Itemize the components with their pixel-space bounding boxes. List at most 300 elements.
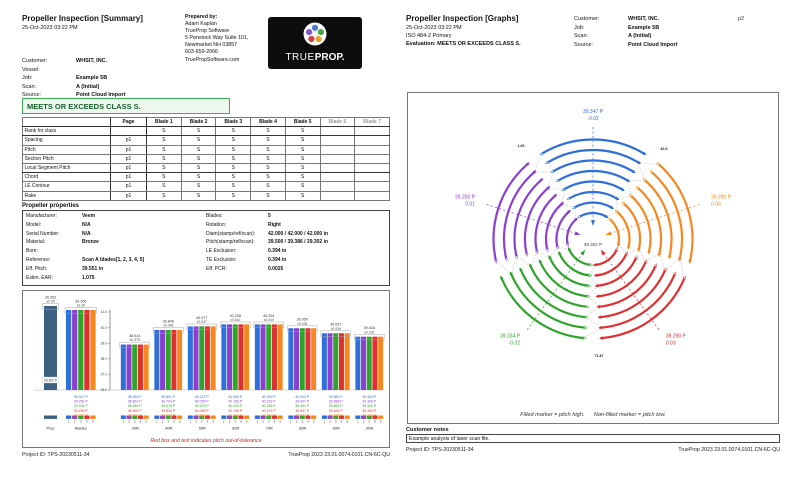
blade-number-tick: 4 — [139, 419, 142, 424]
pitch-bar-chart-panel — [22, 290, 390, 448]
radial-pitch-chart — [408, 93, 778, 405]
blade-number-tick: 4 — [374, 419, 376, 424]
blade-angle-label: 1.06 — [517, 144, 525, 148]
prepared-by-heading: Prepared by: — [185, 14, 218, 20]
info-value: WHSIT, INC. — [628, 16, 660, 22]
table-header-row — [23, 118, 390, 127]
class-rating-cell: S — [216, 154, 251, 163]
prepared-by-lines — [185, 21, 277, 64]
blade-value-label: 39.585 P — [328, 399, 343, 404]
info-label: Customer: — [574, 16, 600, 22]
filled-pitch-marker — [668, 256, 671, 259]
column-header: Blade 1 — [147, 118, 182, 127]
class-rating-cell: S — [181, 154, 216, 163]
blade-bar — [132, 345, 137, 390]
blade-value-label: 39.947 P — [295, 408, 310, 413]
blade-bar — [138, 345, 143, 390]
property-row — [206, 266, 386, 275]
blade-number-tick: 1 — [156, 419, 158, 424]
blade-bar — [266, 324, 271, 390]
blade-value-label: 39.834 P — [161, 408, 176, 413]
blade-bar — [227, 324, 232, 390]
legend-swatch — [177, 416, 182, 419]
blade-bar — [238, 324, 243, 390]
criterion-name-cell: Section Pitch — [23, 154, 111, 163]
class-rating-cell: S — [285, 163, 320, 172]
page-title: Propeller Inspection [Summary] — [22, 14, 143, 23]
group-name-label: Blades — [74, 426, 87, 431]
blade-pitch-label: 39.250 P — [455, 194, 476, 201]
blade-bar — [194, 326, 199, 390]
property-row — [26, 231, 206, 240]
table-row — [23, 182, 390, 191]
graphs-header — [406, 14, 521, 47]
info-row — [22, 67, 182, 76]
group-name-label: .70R — [264, 426, 273, 431]
property-label: Eff. PCR: — [206, 265, 227, 272]
class-rating-cell: S — [147, 173, 182, 182]
blade-bar — [72, 310, 77, 390]
table-row — [23, 127, 390, 136]
blade-deviation-label: 0.01 — [465, 201, 476, 208]
class-rating-cell: S — [147, 191, 182, 200]
blade-value-label: 40.196 P — [228, 413, 243, 418]
blade-value-label: 39.878 P — [161, 404, 176, 409]
filled-pitch-marker — [648, 251, 651, 254]
info-label: Source: — [22, 92, 41, 99]
legend-swatch — [288, 416, 293, 419]
class-rating-cell: S — [285, 173, 320, 182]
property-value: 1.075 — [82, 274, 95, 281]
class-rating-cell — [355, 173, 390, 182]
property-row — [206, 213, 386, 222]
class-rating-cell: S — [147, 127, 182, 136]
blade-bar — [121, 345, 126, 390]
blade-value-label: 40.192 P — [261, 408, 276, 413]
group-name-label: .95R — [365, 426, 374, 431]
blade-bar — [199, 326, 204, 390]
blade-value-label: 39.669 P — [328, 404, 343, 409]
page-ref-cell — [111, 127, 147, 136]
blade-number-tick: 3 — [133, 419, 136, 424]
open-pitch-marker — [589, 274, 592, 277]
class-rating-cell: S — [285, 136, 320, 145]
blade-number-tick: 1 — [323, 419, 326, 424]
class-rating-cell: S — [216, 127, 251, 136]
class-status-banner: MEETS OR EXCEEDS CLASS S. — [22, 98, 230, 114]
group-mean-label: 39.418 — [363, 326, 375, 331]
blade-number-tick: 5 — [92, 419, 94, 424]
pitch-bar-chart — [24, 292, 388, 438]
group-name-label: .50R — [197, 426, 206, 431]
property-label: Eff. Pitch: — [26, 265, 48, 272]
class-rating-cell: S — [147, 154, 182, 163]
class-rating-cell: S — [181, 127, 216, 136]
table-row — [23, 136, 390, 145]
blade-deviation-label: -0.02 — [587, 116, 599, 122]
blade-bar — [160, 330, 165, 390]
property-value: Bronze — [82, 239, 99, 246]
blade-number-tick: 5 — [212, 419, 214, 424]
blade-number-tick: 5 — [346, 419, 348, 424]
blade-number-tick: 2 — [161, 419, 164, 424]
blade-number-tick: 2 — [73, 419, 76, 424]
filled-pitch-marker — [627, 246, 630, 249]
info-value: Example 5B — [76, 75, 108, 82]
property-value: Right — [268, 221, 281, 228]
open-pitch-marker — [588, 284, 591, 287]
blade-bar — [355, 337, 360, 390]
page-ref-cell: p1 — [111, 145, 147, 154]
table-row — [23, 145, 390, 154]
property-value: 5 — [268, 213, 271, 219]
info-value: A (Initial) — [76, 83, 100, 90]
blade-bar — [205, 326, 210, 390]
y-axis-tick-label: 39.0 — [100, 341, 107, 346]
y-axis-tick-label: 40.0 — [100, 325, 107, 330]
blade-value-label: 40.109 P — [194, 404, 209, 409]
page2-footer — [406, 447, 780, 453]
blade-bar — [244, 324, 249, 390]
blade-bar — [278, 324, 283, 390]
graphs-page — [406, 14, 780, 466]
property-label: Blades: — [206, 213, 223, 219]
blade-bar — [378, 337, 383, 390]
trueprop-logo — [268, 17, 362, 74]
blade-number-tick: 2 — [262, 419, 264, 424]
group-mean-label: 39.306 — [75, 299, 87, 304]
page1-footer — [22, 452, 390, 458]
info-label: Scan: — [574, 33, 589, 40]
blade-bar — [311, 328, 316, 390]
blade-number-tick: 4 — [273, 419, 276, 424]
report-datetime: 25-Oct-2023 03:22 PM — [22, 25, 78, 31]
class-rating-cell — [355, 136, 390, 145]
class-rating-cell — [320, 136, 355, 145]
info-label: Scan: — [22, 83, 37, 90]
class-rating-cell — [320, 182, 355, 191]
blade-number-tick: 2 — [128, 419, 130, 424]
class-rating-cell — [355, 182, 390, 191]
blade-value-label: 38.959 P — [127, 395, 142, 399]
blade-number-tick: 4 — [340, 419, 343, 424]
info-value: Point Cloud Import — [76, 92, 126, 99]
property-row — [206, 248, 386, 257]
legend-swatch — [144, 416, 149, 419]
page-ref-cell: p1 — [111, 136, 147, 145]
legend-swatch — [154, 416, 159, 419]
class-rating-cell: S — [251, 136, 286, 145]
class-rating-cell: S — [181, 173, 216, 182]
blade-bar — [90, 310, 95, 390]
blade-number-tick: 2 — [228, 419, 231, 424]
blade-value-label: 39.406 P — [362, 413, 377, 418]
class-rating-cell: S — [181, 182, 216, 191]
column-header — [23, 118, 111, 127]
blade-bar — [84, 310, 89, 390]
filled-pitch-marker — [593, 263, 596, 266]
customer-notes-heading: Customer notes — [406, 427, 449, 433]
blade-number-tick: 3 — [368, 419, 371, 424]
filled-pitch-marker — [596, 295, 599, 298]
info-row — [22, 75, 182, 84]
customer-info-block — [22, 58, 182, 101]
column-header: Blade 4 — [251, 118, 286, 127]
open-pitch-marker — [525, 253, 528, 256]
property-value: 0.394 in — [268, 256, 287, 263]
filled-pitch-marker — [638, 248, 641, 251]
blade-number-tick: 2 — [362, 419, 365, 424]
property-row — [206, 257, 386, 266]
legend-swatch — [345, 416, 350, 419]
blade-arrowhead — [580, 250, 585, 256]
page-ref-cell: p1 — [111, 173, 147, 182]
legend-swatch — [244, 416, 249, 419]
group-name-label: .60R — [231, 426, 240, 431]
blade-number-tick: 2 — [295, 419, 298, 424]
info-row — [574, 42, 724, 51]
class-rating-cell: S — [285, 191, 320, 200]
blade-bar — [328, 333, 333, 390]
blade-value-label: 40.122 P — [194, 395, 209, 399]
criterion-name-cell: Rank for class — [23, 127, 111, 136]
group-tolerance-label: ±0.375 — [129, 338, 140, 343]
blade-bar — [345, 333, 350, 390]
column-header: Blade 2 — [181, 118, 216, 127]
info-value: WHSIT, INC. — [76, 58, 108, 64]
y-axis-tick-label: 37.0 — [100, 372, 107, 377]
blade-bar — [154, 330, 159, 390]
svg-text:TRUEPROP. — [285, 52, 344, 63]
blade-bar — [233, 324, 238, 390]
column-header: Blade 5 — [285, 118, 320, 127]
blade-number-tick: 5 — [279, 419, 281, 424]
property-label: Manufacturer: — [26, 213, 57, 219]
group-mean-label: 40.208 — [229, 313, 241, 318]
class-rating-cell: S — [285, 127, 320, 136]
filled-pitch-marker — [595, 284, 598, 287]
blade-value-label: 39.794 P — [161, 399, 176, 404]
property-label: Serial Number: — [26, 230, 60, 237]
property-label: Estim. EAR: — [26, 274, 53, 281]
property-row — [26, 257, 206, 266]
blade-pitch-label: 39.290 P — [710, 194, 731, 201]
blade-number-tick: 1 — [122, 419, 125, 424]
table-row — [23, 191, 390, 200]
class-rating-cell — [320, 191, 355, 200]
class-rating-cell — [320, 154, 355, 163]
blade-bar — [294, 328, 299, 390]
blade-value-label: 39.625 P — [328, 408, 343, 413]
group-tolerance-label: ±0.59 — [46, 299, 55, 304]
blade-value-label: 38.862 P — [127, 399, 142, 404]
group-mean-label: 39.846 — [162, 319, 174, 324]
customer-info-block — [574, 16, 724, 50]
property-label: Material: — [26, 239, 46, 246]
info-value: Example 5B — [628, 24, 660, 31]
blade-value-label: 40.065 P — [194, 408, 209, 413]
legend-swatch — [355, 416, 360, 419]
blade-value-label: 38.946 P — [127, 404, 142, 409]
group-mean-label: 40.077 — [196, 315, 208, 320]
blade-value-label: 39.947 P — [295, 413, 310, 418]
legend-swatch — [322, 416, 327, 419]
property-row — [206, 239, 386, 248]
column-header: Blade 7 — [355, 118, 390, 127]
criterion-name-cell: Rake — [23, 191, 111, 200]
filled-pitch-marker — [689, 260, 692, 263]
blade-value-label: 39.250 P — [73, 399, 88, 404]
class-rating-cell: S — [285, 145, 320, 154]
blade-number-tick: 3 — [234, 419, 237, 424]
group-mean-label: 39.302 — [44, 295, 57, 300]
marker-legend-caption: Filled marker = pitch high. Non-filled marker = pitch low. — [520, 412, 666, 418]
blade-number-tick: 5 — [178, 419, 181, 424]
open-pitch-marker — [584, 326, 587, 329]
blade-value-label: 39.334 P — [73, 404, 88, 409]
blade-bar — [78, 310, 83, 390]
criterion-name-cell: Pitch — [23, 145, 111, 154]
blade-value-label: 40.240 P — [228, 404, 243, 409]
blade-angle-label: 82.0 — [660, 147, 668, 151]
group-name-label: Prop — [46, 426, 55, 431]
trueprop-logo-image — [268, 17, 362, 69]
blade-value-label: 39.625 P — [328, 413, 343, 418]
blade-value-label: 40.152 P — [261, 399, 276, 404]
prop-value-label: 39.302 P — [43, 378, 58, 383]
group-tolerance-label: ±0.036 — [297, 321, 308, 326]
group-mean-label: 38.914 — [129, 333, 141, 338]
class-rating-cell: S — [181, 145, 216, 154]
info-label: Job: — [22, 75, 33, 82]
software-version: TrueProp 2023 23.01.0074.0101.CN-6C-QU — [678, 447, 780, 453]
blade-bar — [177, 330, 182, 390]
blade-value-label: 39.290 P — [73, 413, 88, 418]
customer-notes-box: Example analysis of laser scan file. — [406, 434, 780, 443]
y-axis-tick-label: 36.0 — [100, 388, 107, 393]
prepared-by-line: 5 Penstock Way Suite 101, — [185, 35, 249, 42]
legend-swatch — [378, 416, 383, 419]
class-rating-cell: S — [285, 182, 320, 191]
blade-value-label: 39.834 P — [161, 413, 176, 418]
open-pitch-marker — [566, 244, 569, 247]
property-value: Scan A blades[1, 2, 3, 4, 5] — [82, 256, 145, 263]
evaluation-line: Evaluation: MEETS OR EXCEEDS CLASS S. — [406, 41, 521, 47]
property-row — [206, 231, 386, 240]
group-name-label: .90R — [331, 426, 340, 431]
blade-number-tick: 4 — [86, 419, 88, 424]
info-label: Job: — [574, 24, 585, 31]
blade-bar — [171, 330, 176, 390]
blade-bar — [144, 345, 149, 390]
class-rating-cell — [355, 163, 390, 172]
blade-value-label: 40.236 P — [261, 404, 276, 409]
blade-value-label: 40.025 P — [194, 399, 209, 404]
blade-bar — [188, 326, 193, 390]
page-number: p2 — [738, 16, 745, 22]
open-pitch-marker — [585, 316, 588, 319]
class-rating-cell — [320, 127, 355, 136]
class-rating-cell — [320, 163, 355, 172]
page-title: Propeller Inspection [Graphs] — [406, 14, 519, 23]
class-rating-cell: S — [251, 191, 286, 200]
blade-value-label: 40.156 P — [228, 399, 243, 404]
info-label: Vessel: — [22, 66, 40, 73]
blade-number-tick: 2 — [195, 419, 197, 424]
blade-number-tick: 1 — [357, 419, 359, 424]
property-value: N/A — [82, 221, 91, 228]
blade-value-label: 39.907 P — [295, 399, 310, 404]
project-id: Project ID: TPS-20230511-34 — [22, 452, 90, 458]
blade-number-tick: 1 — [223, 419, 225, 424]
group-mean-label: 39.637 — [330, 322, 342, 327]
properties-heading: Propeller properties — [22, 203, 80, 209]
legend-swatch — [211, 416, 216, 419]
page-ref-cell: p1 — [111, 191, 147, 200]
blade-bar — [221, 324, 226, 390]
blade-bar — [272, 324, 277, 390]
legend-swatch — [188, 416, 193, 419]
blade-value-label: 39.406 P — [362, 408, 377, 413]
open-pitch-marker — [586, 305, 589, 308]
blade-number-tick: 5 — [379, 419, 382, 424]
class-rating-cell — [355, 191, 390, 200]
info-row — [574, 33, 724, 42]
class-rating-cell: S — [181, 191, 216, 200]
property-value: 39.551 in — [82, 265, 104, 272]
blade-value-label: 40.249 P — [261, 395, 276, 399]
group-tolerance-label: ±0.048 — [163, 323, 174, 328]
blade-value-label: 40.192 P — [261, 413, 276, 418]
open-pitch-marker — [546, 248, 549, 251]
prepared-by-line: TrueProp Software — [185, 28, 230, 35]
blade-number-tick: 4 — [173, 419, 175, 424]
blade-number-tick: 3 — [200, 419, 203, 424]
radial-pitch-panel — [407, 92, 779, 424]
class-rating-cell: S — [251, 173, 286, 182]
filled-pitch-marker — [597, 305, 600, 308]
property-label: Bore: — [26, 248, 38, 255]
group-tolerance-label: ±0.042 — [230, 317, 241, 322]
prepared-by-block — [185, 14, 277, 64]
criterion-name-cell: Local Segment Pitch — [23, 163, 111, 172]
blade-angle-label: 71.87 — [594, 354, 604, 358]
blade-deviation-label: 0.03 — [665, 340, 676, 347]
class-rating-cell: S — [181, 136, 216, 145]
blade-arrowhead — [574, 231, 580, 235]
filled-pitch-marker — [594, 274, 597, 277]
blade-number-tick: 5 — [312, 419, 315, 424]
class-rating-cell: S — [216, 182, 251, 191]
project-id: Project ID: TPS-20230511-34 — [406, 447, 474, 453]
property-value: N/A — [82, 230, 91, 237]
blade-number-tick: 3 — [167, 419, 170, 424]
legend-swatch — [90, 416, 95, 419]
class-rating-cell: S — [216, 163, 251, 172]
propeller-properties-box — [22, 210, 390, 286]
info-label: Customer: — [22, 58, 48, 64]
blade-value-label: 40.065 P — [194, 413, 209, 418]
class-rating-cell: S — [216, 145, 251, 154]
group-tolerance-label: ±0.26 — [76, 303, 86, 308]
logo-text-true: TRUE — [285, 52, 315, 63]
blade-arrowhead — [605, 231, 611, 235]
table-row — [23, 163, 390, 172]
blade-value-label: 39.463 P — [362, 395, 377, 399]
out-of-tolerance-caption: Red box and text indicates pitch out-of-tolerance — [150, 438, 262, 444]
class-rating-cell: S — [251, 145, 286, 154]
class-rating-cell: S — [147, 136, 182, 145]
